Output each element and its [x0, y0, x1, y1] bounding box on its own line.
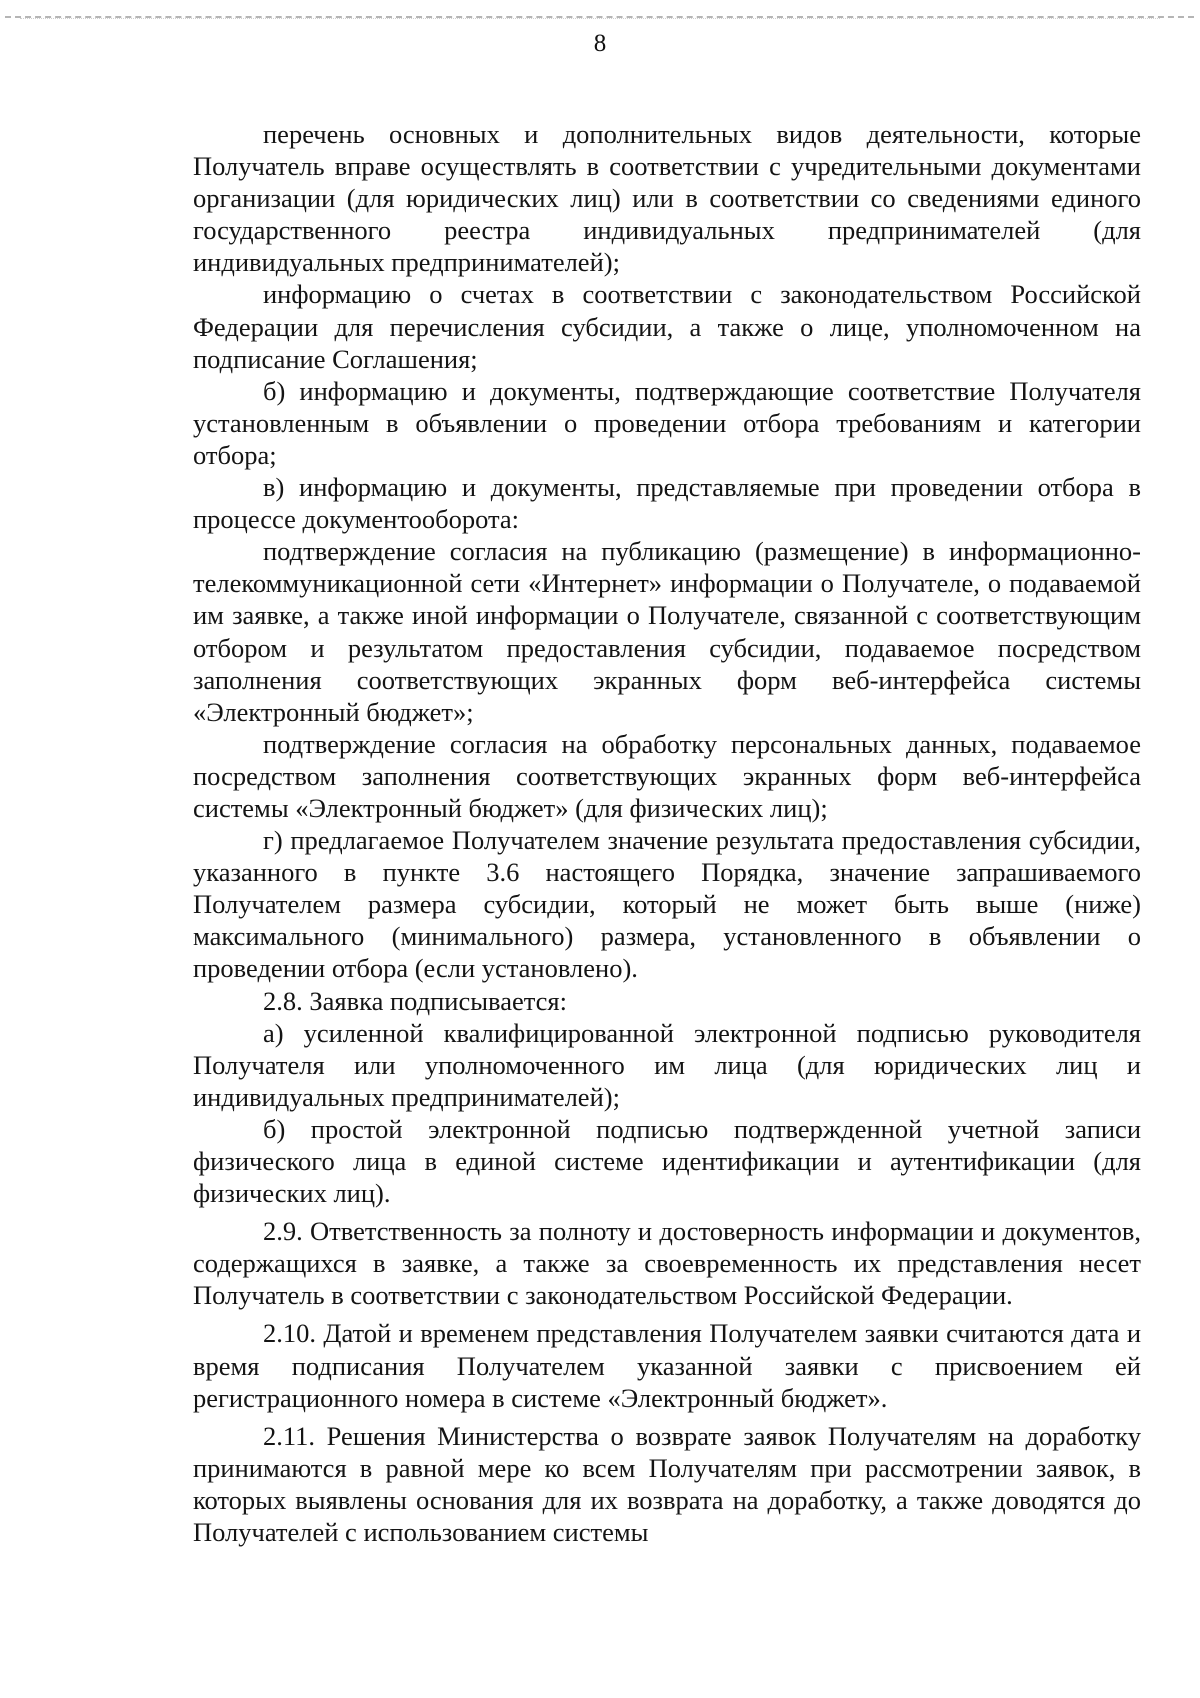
paragraph-item-g-result: г) предлагаемое Получателем значение результата предоставления субсидии, указанного в пункте 3.6 настоящего Порядка, значение запрашиваемого Получателем размера субсидии, который не может быть выше (ниже) максимального (минимального) размера, установленного в объявлении о проведении отбора (если установлено). — [193, 825, 1141, 984]
paragraph-2-8-a-signature: а) усиленной квалифицированной электронной подписью руководителя Получателя или уполномоченного им лица (для юридических лиц и индивидуальных предпринимателей); — [193, 1017, 1141, 1112]
paragraph-accounts-info: информацию о счетах в соответствии с законодательством Российской Федерации для перечисления субсидии, а также о лице, уполномоченном на подписание Соглашения; — [193, 279, 1141, 374]
paragraph-2-11-return-decisions: 2.11. Решения Министерства о возврате заявок Получателям на доработку принимаются в равной мере ко всем Получателям при рассмотрении заявок, в которых выявлены основания для их возврата на доработку, а также доводятся до Получателей с использованием системы — [193, 1420, 1141, 1548]
paragraph-item-v-documents: в) информацию и документы, представляемые при проведении отбора в процессе документооборота: — [193, 472, 1141, 535]
paragraph-publication-consent: подтверждение согласия на публикацию (размещение) в информационно-телекоммуникационной сети «Интернет» информации о Получателе, о подаваемой им заявке, а также иной информации о Получателе, связанной с соответствующим отбором и результатом предоставления субсидии, подаваемое посредством заполнения соответствующих экранных форм веб-интерфейса системы «Электронный бюджет»; — [193, 536, 1141, 727]
paragraph-activities-list: перечень основных и дополнительных видов деятельности, которые Получатель вправе осуществлять в соответствии с учредительными документами организации (для юридических лиц) или в соответствии со сведениями единого государственного реестра индивидуальных предпринимателей (для индивидуальных предпринимателей); — [193, 119, 1141, 278]
paragraph-2-10-date-time: 2.10. Датой и временем представления Получателем заявки считаются дата и время подписания Получателем указанной заявки с присвоением ей регистрационного номера в системе «Электронный бюджет». — [193, 1318, 1141, 1413]
page-number: 8 — [593, 30, 607, 57]
paragraph-personal-data-consent: подтверждение согласия на обработку персональных данных, подаваемое посредством заполнения соответствующих экранных форм веб-интерфейса системы «Электронный бюджет» (для физических лиц); — [193, 728, 1141, 823]
paragraph-2-8-b-signature: б) простой электронной подписью подтвержденной учетной записи физического лица в единой системе идентификации и аутентификации (для физических лиц). — [193, 1113, 1141, 1209]
paragraph-2-9-responsibility: 2.9. Ответственность за полноту и достоверность информации и документов, содержащихся в заявке, а также за своевременность их представления несет Получатель в соответствии с законодательством Российской Федерации. — [193, 1216, 1141, 1311]
paragraph-2-8-heading: 2.8. Заявка подписывается: — [263, 985, 567, 1016]
document-body — [193, 118, 1141, 1548]
paragraph-item-b-documents: б) информацию и документы, подтверждающие соответствие Получателя установленным в объявлении о проведении отбора требованиям и категории отбора; — [193, 375, 1141, 470]
scan-edge-line-inner — [20, 18, 1160, 19]
